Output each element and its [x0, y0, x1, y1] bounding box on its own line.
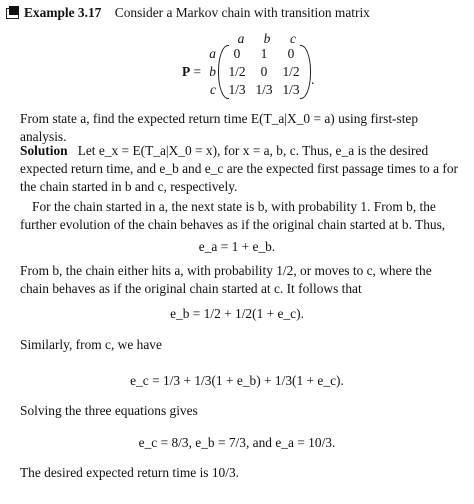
example-statement: Consider a Markov chain with transition matrix	[114, 5, 370, 20]
row-label: c	[210, 82, 216, 97]
equation-ec: e_c = 1/3 + 1/3(1 + e_b) + 1/3(1 + e_c).	[130, 373, 344, 388]
example-header	[6, 4, 370, 22]
matrix-row: 0 1 0	[233, 46, 295, 61]
notebook-icon	[6, 6, 20, 18]
row-label: b	[209, 64, 216, 79]
col-label: b	[263, 31, 271, 46]
equation-solutions: e_c = 8/3, e_b = 7/3, and e_a = 10/3.	[138, 435, 336, 450]
solution-paragraph-6: The desired expected return time is 10/3.	[20, 465, 240, 480]
equation-ea: e_a = 1 + e_b.	[198, 239, 276, 254]
equation-eb: e_b = 1/2 + 1/2(1 + e_c).	[170, 306, 304, 321]
col-label: a	[237, 31, 245, 46]
solution-paragraph-1: Solution Let e_x = E(T_a|X_0 = x), for x = a, b, c. Thus, e_a is the desired expected return time, and e_b and e_c are the expected first passage times to a for the chain started in b and c, respectively.	[20, 143, 458, 195]
matrix-period: .	[311, 72, 315, 87]
matrix-row: 1/2 0 1/2	[228, 64, 300, 79]
matrix-row: 1/3 1/3 1/3	[228, 82, 300, 97]
row-label: a	[209, 46, 216, 61]
solution-paragraph-2: For the chain started in a, the next state is b, with probability 1. From b, the further evolution of the chain behaves as if the original chain started at b. Thus,	[20, 199, 446, 233]
example-label: Example 3.17	[24, 5, 102, 20]
matrix-name: P =	[182, 64, 202, 79]
solution-paragraph-3: From b, the chain either hits a, with probability 1/2, or moves to c, where the chain behaves as if the original chain started at c. It follows that	[20, 263, 432, 297]
solution-label: Solution	[20, 143, 68, 158]
col-label: c	[290, 31, 296, 46]
solution-paragraph-5: Solving the three equations gives	[20, 403, 198, 418]
question-text: From state a, find the expected return time E(T_a|X_0 = a) using first-step analysis.	[20, 111, 419, 145]
solution-paragraph-4: Similarly, from c, we have	[20, 337, 162, 352]
